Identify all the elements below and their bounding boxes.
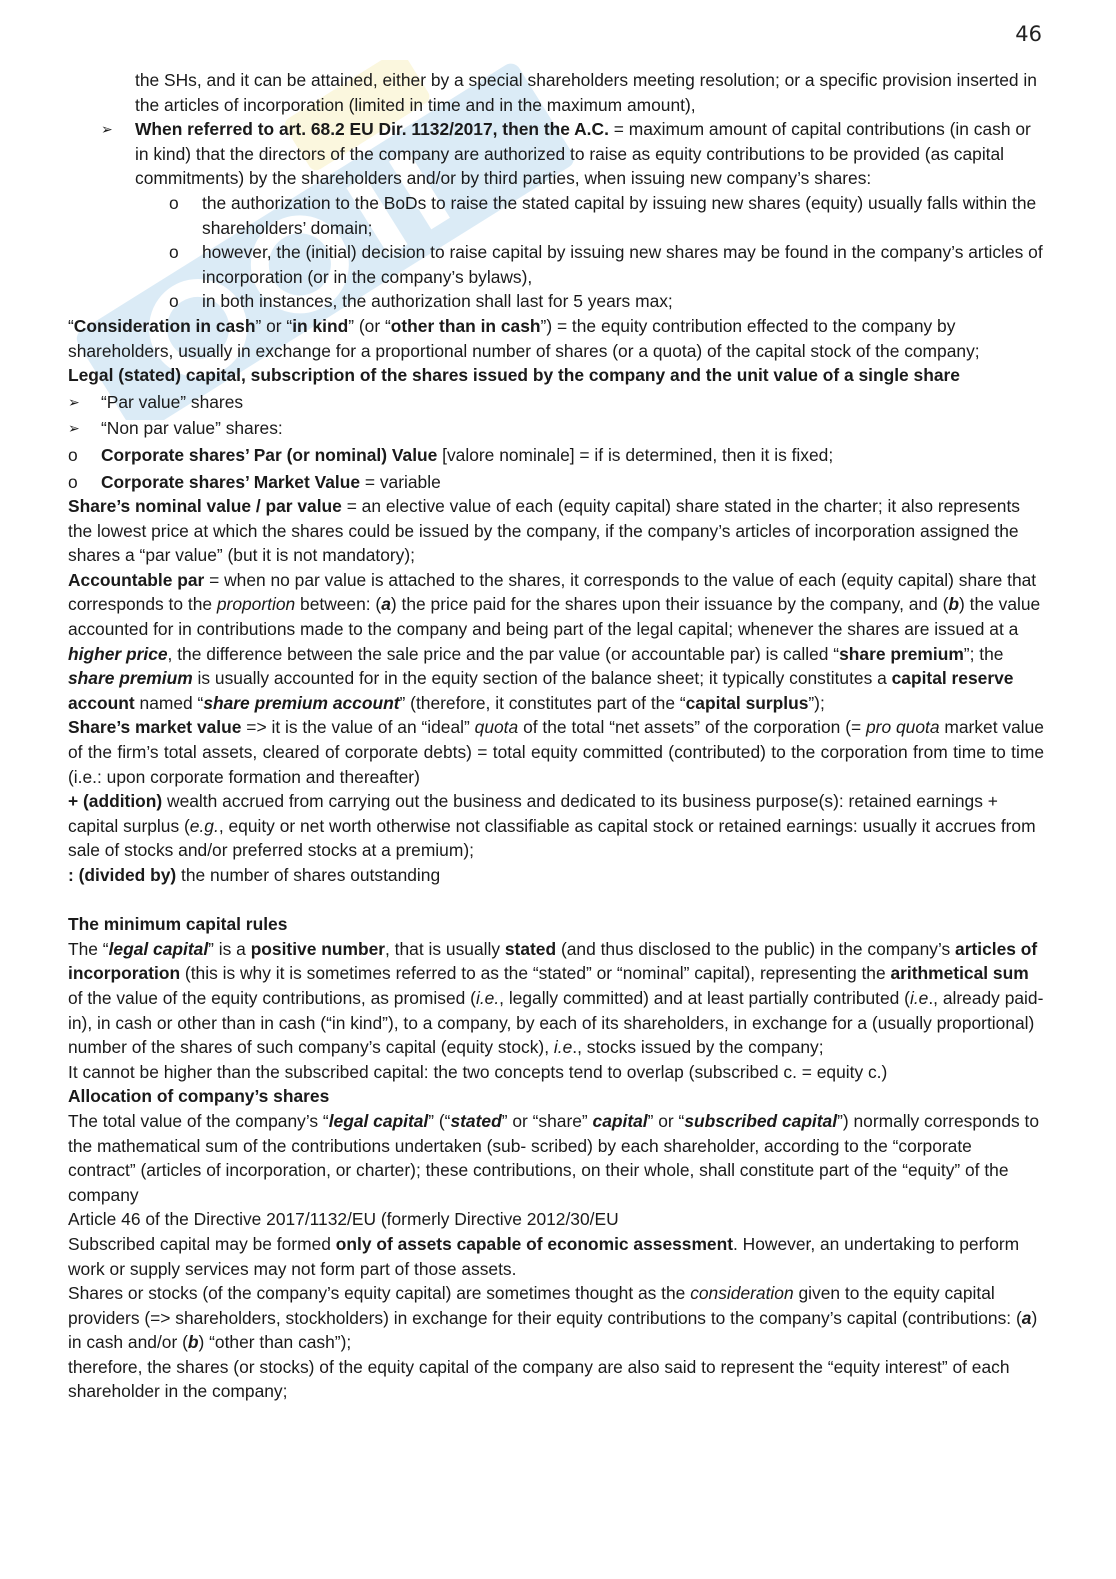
circle-bullet-icon: o [68, 471, 78, 492]
paragraph: The total value of the company’s “legal capital” (“stated” or “share” capital” or “subscribed capital”) normally corresponds to the mathematical sum of the contributions undertaken (sub- scribed) by each shareholder, according to the “corporate contract” (articles of incorporation, or charter); these contributions, on their whole, shall constitute part of the “equity” of the company [68, 1110, 1040, 1205]
spacer [68, 888, 1044, 913]
circle-bullet-icon: o [169, 291, 179, 312]
section-heading: The minimum capital rules [68, 914, 288, 935]
paragraph: Accountable par = when no par value is attached to the shares, it corresponds to the value of each (equity capital) share that corresponds to the proportion between: (a) the price paid for the shares upon their issuance by the company, and (b) the value accounted for in contributions made to the company and being part of the legal capital; whenever the shares are issued at a higher price, the difference between the sale price and the par value (or accountable par) is called “share premium”; the share premium is usually accounted for in the equity section of the balance sheet; it typically constitutes a capital reserve account named “share premium account” (therefore, it constitutes part of the “capital surplus”); [68, 569, 1041, 713]
circle-bullet-icon: o [169, 192, 179, 213]
circle-bullet-icon: o [169, 242, 179, 263]
arrow-list-item: ➢ “Non par value” shares: [68, 416, 1044, 441]
text-bold: When referred to art. 68.2 EU Dir. 1132/2017, then the A.C. [135, 119, 609, 140]
paragraph: Article 46 of the Directive 2017/1132/EU (formerly Directive 2012/30/EU [68, 1209, 619, 1230]
paragraph: + (addition) wealth accrued from carrying out the business and dedicated to its business purpose(s): retained earnings + capital surplus (e.g., equity or net worth otherwise not classifiable as capital stock or retained earnings: usually it accrues from sale of stocks and/or preferred stocks at a premium); [68, 791, 1036, 861]
text: in both instances, the authorization shall last for 5 years max; [202, 291, 673, 312]
page-number: 46 [1015, 22, 1042, 46]
sub-list-item [68, 191, 1044, 240]
sub-list-item: o Corporate shares’ Par (or nominal) Value [valore nominale] = if is determined, then it is fixed; [68, 443, 1044, 468]
paragraph: Share’s market value => it is the value of an “ideal” quota of the total “net assets” of the corporation (= pro quota market value of the firm’s total assets, cleared of corporate debts) = total equity committed (contributed) to the corporation from time to time (i.e.: upon corporate formation and thereafter) [68, 717, 1044, 787]
arrow-list-item [68, 117, 1044, 191]
circle-bullet-icon: o [68, 444, 78, 465]
paragraph: The “legal capital” is a positive number, that is usually stated (and thus disclosed to the public) in the company’s articles of incorporation (this is why it is sometimes referred to as the “stated” or “nominal” capital), representing the arithmetical sum of the value of the equity contributions, as promised (i.e., legally committed) and at least partially contributed (i.e., already paid-in), in cash or other than in cash (“in kind”), to a company, by each of its shareholders, in exchange for a (usually proportional) number of the shares of such company’s capital (equity stock), i.e., stocks issued by the company; [68, 938, 1044, 1058]
paragraph: “Consideration in cash” or “in kind” (or “other than in cash”) = the equity contribution effected to the company by shareholders, usually in exchange for a proportional number of shares (or a quota) of the capital stock of the company; [68, 315, 980, 361]
paragraph: Subscribed capital may be formed only of assets capable of economic assessment. However, an undertaking to perform work or supply services may not form part of those assets. [68, 1233, 1020, 1279]
paragraph: Shares or stocks (of the company’s equity capital) are sometimes thought as the consideration given to the equity capital providers (=> shareholders, stockholders) in exchange for their equity contributions to the company’s capital (contributions: (a) in cash and/or (b) “other than cash”); [68, 1283, 1038, 1353]
section-heading: Allocation of company’s shares [68, 1086, 330, 1107]
text: however, the (initial) decision to raise capital by issuing new shares may be found in the company’s articles of incorporation (or in the company’s bylaws), [202, 242, 1043, 287]
section-heading: Legal (stated) capital, subscription of the shares issued by the company and the unit value of a single share [68, 365, 960, 386]
document-body [68, 68, 1044, 1404]
sub-list-item: o Corporate shares’ Market Value = variable [68, 470, 1044, 495]
arrow-bullet-icon: ➢ [101, 121, 113, 138]
arrow-bullet-icon: ➢ [68, 420, 80, 437]
paragraph: Share’s nominal value / par value = an elective value of each (equity capital) share stated in the charter; it also represents the lowest price at which the shares could be issued by the company, if the company’s articles of incorporation assigned the shares a “par value” (but it is not mandatory); [68, 496, 1020, 566]
text: = maximum amount of capital contributions (in cash or in kind) that the directors of the company are authorized to raise as equity contributions to be provided (as capital commitments) by the shareholders and/or by third parties, when issuing new company’s shares: [135, 119, 1031, 189]
sub-list-item [68, 289, 1044, 314]
paragraph: It cannot be higher than the subscribed capital: the two concepts tend to overlap (subscribed c. = equity c.) [68, 1061, 888, 1082]
text: the authorization to the BoDs to raise the stated capital by issuing new shares (equity) usually falls within the shareholders’ domain; [202, 192, 1037, 238]
paragraph: therefore, the shares (or stocks) of the equity capital of the company are also said to represent the “equity interest” of each shareholder in the company; [68, 1356, 1010, 1402]
text: the SHs, and it can be attained, either by a special shareholders meeting resolution; or a specific provision inserted in the articles of incorporation (limited in time and in the maximum amount), [135, 70, 1037, 115]
paragraph [68, 68, 1044, 117]
paragraph: : (divided by) the number of shares outstanding [68, 865, 441, 885]
sub-list-item [68, 240, 1044, 289]
arrow-bullet-icon: ➢ [68, 393, 80, 410]
arrow-list-item: ➢ “Par value” shares [68, 390, 1044, 415]
